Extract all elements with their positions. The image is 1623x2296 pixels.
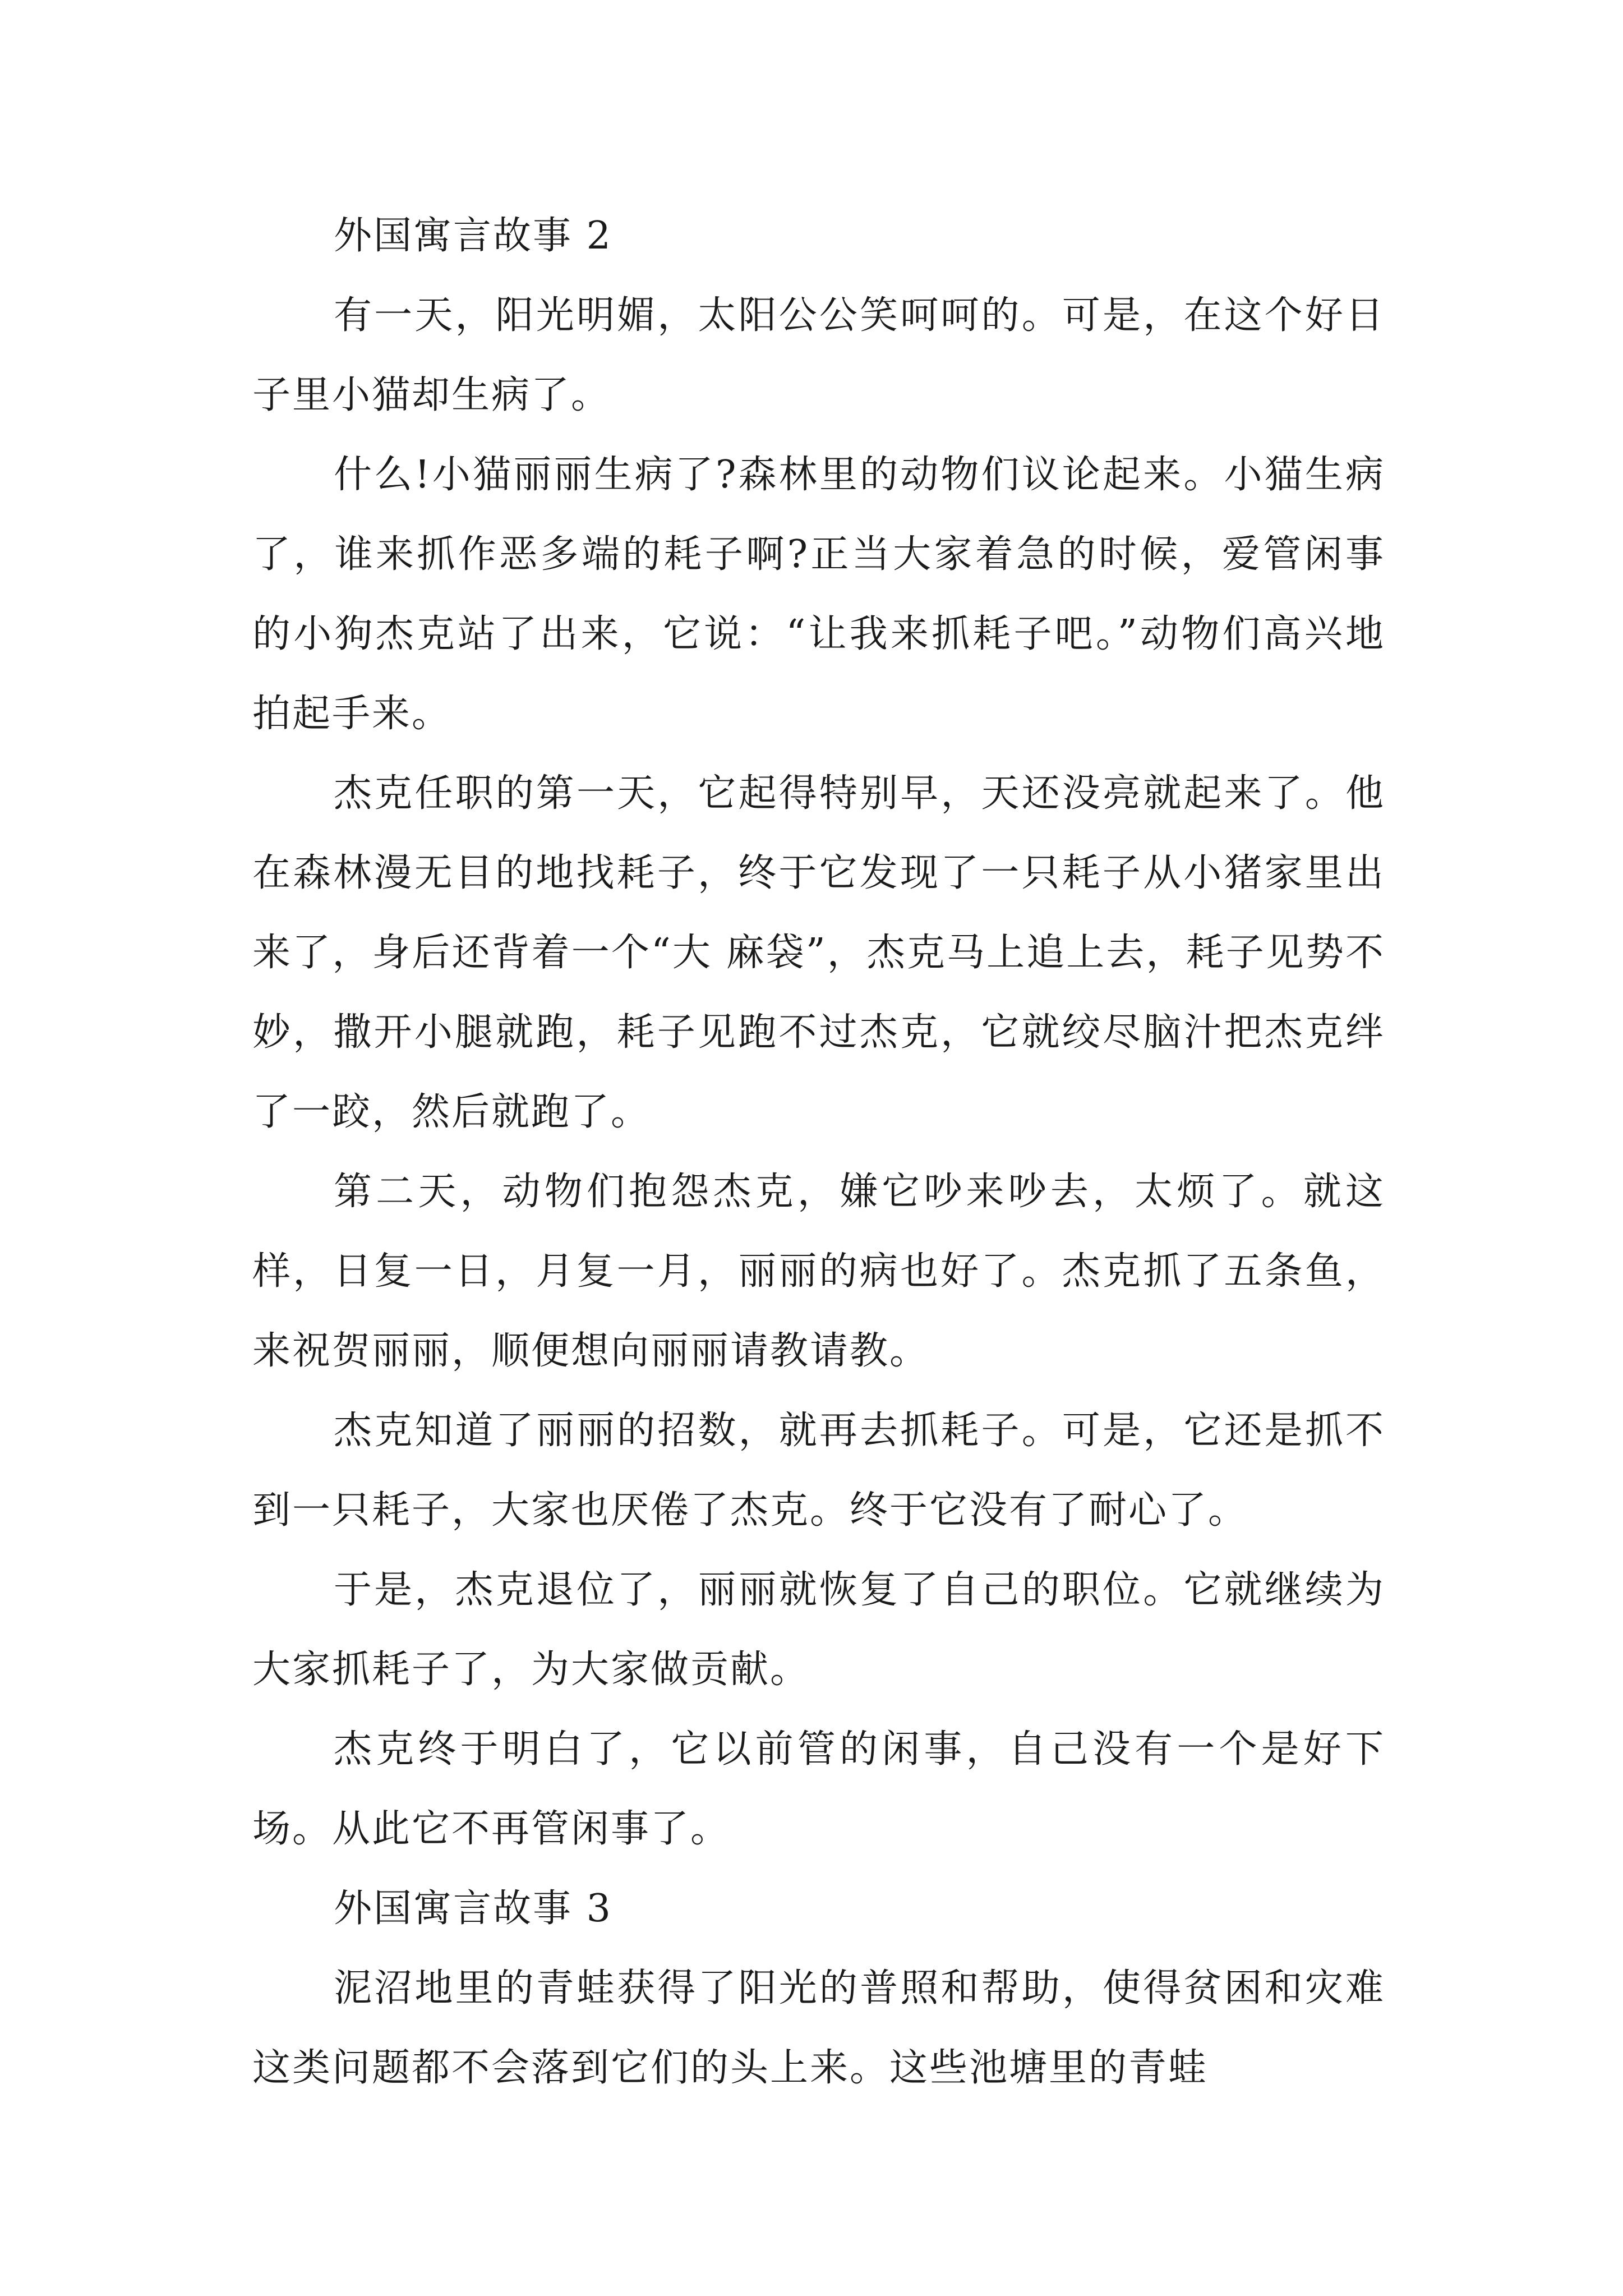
paragraph: 杰克知道了丽丽的招数，就再去抓耗子。可是，它还是抓不到一只耗子，大家也厌倦了杰克。终于它没有了耐心了。 (252, 1409, 1385, 1533)
paragraph: 有一天，阳光明媚，太阳公公笑呵呵的。可是，在这个好日子里小猫却生病了。 (252, 293, 1385, 417)
document-body (252, 196, 1385, 2108)
paragraph: 杰克任职的第一天，它起得特别早，天还没亮就起来了。他在森林漫无目的地找耗子，终于它发现了一只耗子从小猪家里出来了，身后还背着一个“大 麻袋”，杰克马上追上去，耗子见势不妙，撒开小腿就跑，耗子见跑不过杰克，它就绞尽脑汁把杰克绊了一跤，然后就跑了。 (252, 771, 1385, 1134)
paragraph: 第二天，动物们抱怨杰克，嫌它吵来吵去，太烦了。就这样，日复一日，月复一月，丽丽的病也好了。杰克抓了五条鱼，来祝贺丽丽，顺便想向丽丽请教请教。 (252, 1170, 1385, 1373)
paragraph: 泥沼地里的青蛙获得了阳光的普照和帮助，使得贫困和灾难这类问题都不会落到它们的头上来。这些池塘里的青蛙 (252, 1966, 1385, 2090)
story-heading-3: 外国寓言故事 3 (334, 1887, 612, 1931)
paragraph: 什么!小猫丽丽生病了?森林里的动物们议论起来。小猫生病了，谁来抓作恶多端的耗子啊?正当大家着急的时候，爱管闲事的小狗杰克站了出来，它说：“让我来抓耗子吧。”动物们高兴地拍起手来。 (252, 453, 1385, 736)
paragraph: 杰克终于明白了，它以前管的闲事，自己没有一个是好下场。从此它不再管闲事了。 (252, 1727, 1385, 1851)
story-heading-2: 外国寓言故事 2 (334, 214, 612, 258)
paragraph: 于是，杰克退位了，丽丽就恢复了自己的职位。它就继续为大家抓耗子了，为大家做贡献。 (252, 1568, 1385, 1692)
